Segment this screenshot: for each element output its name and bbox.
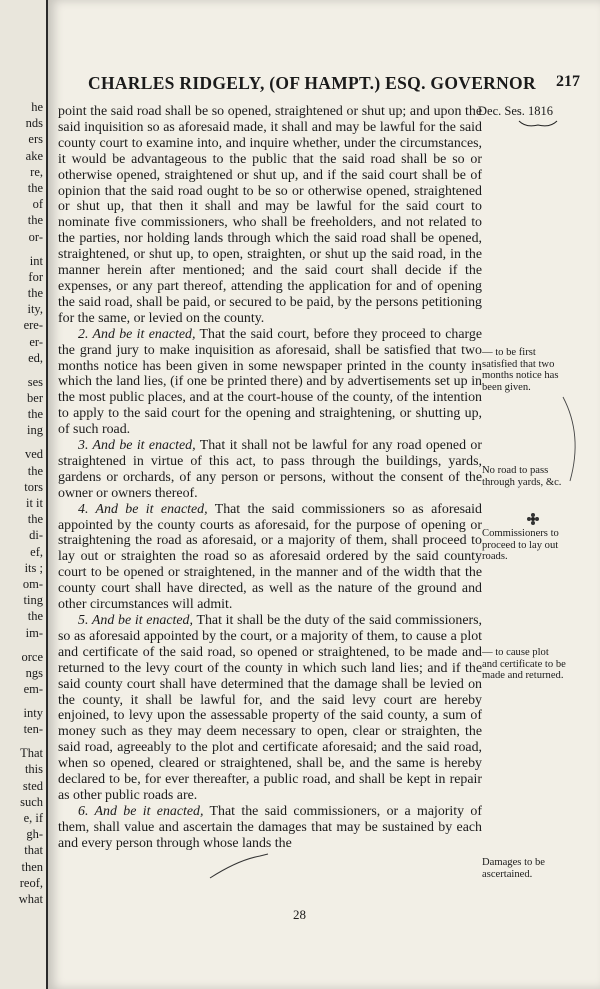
- left-page-fragment: for: [28, 269, 43, 284]
- left-page-fragment: the: [27, 213, 43, 228]
- pencil-underline-mark: [208, 848, 288, 888]
- marginal-note-damages: Damages to be ascertained.: [482, 857, 545, 880]
- left-page-fragment: e, if: [23, 811, 43, 825]
- paragraph-1: point the said road shall be so opened, straightened or shut up; and upon the said inquisition so as aforesaid made, it shall and may be lawful for the said county court to examine into, and inquire whether, under the circumstances, it would be advantageous to the public that the said road shall be so or otherwise opened, straightened or shut up, and if the said court shall be of opinion that the said road ought to be so or otherwise opened, straightened or shut up, that then it shall and may be lawful for the said court to nominate five commissioners, who shall be freeholders, and not related to the parties, nor holding lands through which the said road shall be opened, straightened, or shut up, to open, straighten, or shut up the said road, in the manner herein after mentioned; and the said court shall decide if the expenses, or any part thereof, attending the application for and of opening the said road, shall be paid, or secured to be paid, by the persons petitioning for the same, or levied on the county.: [58, 104, 482, 326]
- left-page-fragment: re,: [30, 164, 43, 179]
- left-page-fragment: di-: [29, 528, 43, 543]
- left-page-fragment: gh-: [26, 827, 43, 842]
- left-page-fragment: tors: [24, 479, 43, 494]
- left-page-fragment: ers: [28, 132, 43, 147]
- left-page-fragment: the: [27, 181, 43, 195]
- left-page-fragment: the: [27, 609, 43, 624]
- left-page-fragment: ved: [24, 447, 43, 462]
- left-page-fragment: ed,: [28, 350, 43, 365]
- marginal-note-no-road: No road to pass through yards, &c.: [482, 465, 562, 488]
- paragraph-6: 6. And be it enacted, That the said commissioners, or a majority of them, shall value and ascertain the damages that may be sustained by each and every person through whose lands the: [58, 803, 482, 851]
- left-page-fragment: ake: [25, 148, 43, 163]
- left-page-fragment: the: [27, 463, 43, 478]
- left-page-fragment: inty: [23, 706, 43, 720]
- left-page-fragment: that: [24, 843, 43, 858]
- left-page-fragment: then: [21, 859, 43, 874]
- left-page-fragment: em-: [23, 682, 43, 696]
- pencil-stroke-mark: [558, 395, 588, 485]
- left-page-fragment: om-: [22, 577, 43, 591]
- session-date: Dec. Ses. 1816: [478, 104, 553, 118]
- left-page-fragment: ten-: [23, 722, 43, 737]
- left-page-fragment: ses: [27, 374, 43, 389]
- page-title: CHARLES RIDGELY, (OF HAMPT.) ESQ. GOVERNOR: [88, 73, 536, 93]
- left-page-edge: [0, 0, 48, 989]
- left-page-fragment: That: [20, 746, 43, 761]
- page-number: 217: [556, 73, 580, 90]
- left-page-fragment: reof,: [19, 875, 43, 890]
- left-page-fragment: er-: [29, 334, 43, 349]
- paragraph-4: 4. And be it enacted, That the said commissioners so as aforesaid appointed by the county courts as aforesaid, for the purpose of opening or straightening the road as aforesaid, or a majority of them, shall proceed to lay out or straighten the road so as aforesaid ordered by the said county court to be opened or straightened, in the manner and of the width that the county court shall have directed, as well as the nature of the ground and other circumstances will admit.: [58, 501, 482, 613]
- left-page-fragment: nds: [25, 116, 43, 131]
- left-page-fragment: such: [20, 794, 43, 809]
- left-page-fragment: or-: [28, 229, 43, 244]
- left-page-fragment: the: [27, 286, 43, 300]
- signature-mark: 28: [293, 907, 306, 922]
- left-page-fragment: ere-: [23, 318, 43, 333]
- left-page-fragment: int: [29, 253, 43, 268]
- left-page-fragment: of: [32, 197, 43, 212]
- paragraph-5: 5. And be it enacted, That it shall be the duty of the said commissioners, so as aforesaid appointed by the court, or a majority of them, to cause a plot and certificate of the said road, so opened or straightened, to be made and returned to the levy court of the county in which such land lies; and if the said county court shall have determined that the damage shall be levied on the county, it shall be lawful for, and the said levy court are hereby enjoined, to levy upon the assessable property of the said county, a sum of money such as they may deem necessary to open, clear or straighten, the said road, agreeably to the plot and certificate aforesaid; and the said road, when so opened, cleared or straightened, shall be, and the same is hereby declared to be, for ever thereafter, a public road, and shall be kept in repair as other public roads are.: [58, 613, 482, 803]
- left-page-fragment: this: [24, 762, 43, 777]
- left-page-fragment: its ;: [24, 560, 43, 575]
- paragraph-3: 3. And be it enacted, That it shall not be lawful for any road opened or straightened in virtue of this act, to pass through the buildings, yards, gardens or orchards, of any person or persons, without the consent of the owner or owners thereof.: [58, 438, 482, 501]
- marginal-note-notice: — to be first satisfied that two months notice has been given.: [482, 347, 559, 393]
- left-page-fragment: the: [27, 512, 43, 527]
- marginal-note-plot: — to cause plot and certificate to be made and returned.: [482, 647, 566, 682]
- left-page-fragment: im-: [25, 625, 43, 640]
- left-page-fragment: it it: [25, 496, 43, 510]
- left-page-fragment: ngs: [25, 665, 43, 680]
- left-page-fragment: ber: [27, 391, 43, 405]
- left-page-fragment: ing: [27, 423, 43, 438]
- marginal-note-commissioners: Commissioners to proceed to lay out roads.: [482, 528, 559, 563]
- left-page-fragment: what: [18, 892, 43, 906]
- paragraph-2: 2. And be it enacted, That the said court, before they proceed to charge the grand jury to make inquisition as aforesaid, shall be satisfied that two months notice has been given in some newspaper printed in the county in which the land lies, (if one be printed there) and by advertisements set up in the most public places, and at the court-house of the county, of the intention to apply to the said court for the opening and straightening, or shutting up, of such road.: [58, 326, 482, 438]
- left-page-fragment: the: [27, 407, 43, 422]
- left-page-fragment: ef,: [30, 544, 43, 559]
- left-page-fragment: ting: [23, 593, 43, 608]
- statute-text: [58, 104, 482, 852]
- flower-ornament-icon: [526, 512, 540, 526]
- left-page-fragment: he: [31, 100, 43, 114]
- left-page-fragment: sted: [22, 778, 43, 793]
- left-page-fragment: orce: [21, 649, 43, 664]
- left-page-fragment: ity,: [27, 302, 43, 317]
- brace-mark: [518, 119, 558, 129]
- book-page: [48, 0, 600, 989]
